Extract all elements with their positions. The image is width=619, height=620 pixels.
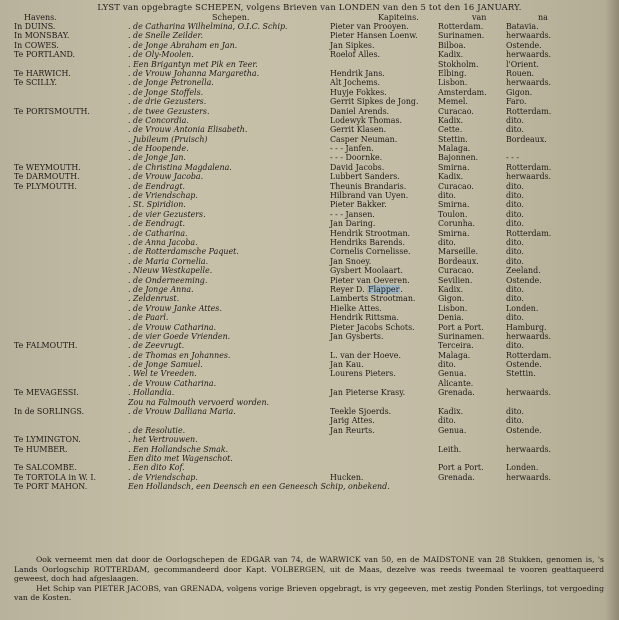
row-to: - - - [506,153,520,163]
row-ship: . de Snelle Zeilder. [128,31,203,41]
row-to: Ostende. [506,360,542,370]
table-row [0,219,619,228]
table-row [0,388,619,397]
row-to: herwaards. [506,444,552,454]
row-to: herwaards. [506,31,552,41]
header-from: van [472,13,487,22]
row-to: Ostende. [506,425,542,435]
row-ship: . de Resolutie. [128,425,186,435]
table-row [0,285,619,294]
footer-paragraph: Ook verneemt men dat door de Oorlogschepen de EDGAR van 74, de WARWICK van 50, en de MAIDSTONE van 28 Stukken, genomen is, 's Lands Oorlogschip ROTTERDAM, gecommandeerd door Kapt. VOLBERGEN, uit de Maas, dezelve was reeds tweemaal te vooren geattaqueerd geweest, doch had afgeslaagen. [14,555,604,584]
row-captain: Alt Jochems. [330,78,381,88]
row-captain: Hendriks Barends. [330,237,405,247]
row-from: Stettin. [438,134,468,144]
row-port: Te TORTOLA in W. I. [14,472,97,482]
row-ship: . Hollandia. [128,388,175,398]
row-to: herwaards. [506,172,552,182]
row-port: Te PORT MAHON. [14,482,88,492]
row-captain: Jan Daring. [330,219,376,229]
row-captain: - - - Jansen. [330,209,375,219]
row-ship: . de Anna Jacoba. [128,237,198,247]
row-ship: . de Thomas en Johannes. [128,350,231,360]
row-ship: . Een dito Kof. [128,463,185,473]
row-ship: . de Rotterdamsche Paquet. [128,247,239,257]
row-captain: - - - Janfen. [330,144,374,154]
row-ship: . de Paarl. [128,313,169,323]
table-row [0,435,619,444]
row-captain: Hielke Attes. [330,303,382,313]
row-ship: . de Eendragt. [128,219,186,229]
table-row [0,323,619,332]
row-from: Genua. [438,425,467,435]
table-row [0,172,619,181]
row-captain: Casper Neuman. [330,134,398,144]
row-from: Malaga. [438,144,471,154]
table-row [0,69,619,78]
row-from: Amsterdam. [438,87,487,97]
row-ship: . Een Hollandsche Smak. [128,444,229,454]
row-ship: . de Jonge Jan. [128,153,186,163]
row-captain: Hucken. [330,472,364,482]
row-to: dito. [506,209,524,219]
row-to: herwaards. [506,331,552,341]
row-ship: . Wel te Vreeden. [128,369,197,379]
table-row [0,116,619,125]
table-row [0,191,619,200]
table-row [0,163,619,172]
row-to: dito. [506,407,524,417]
row-from: Lisbon. [438,78,468,88]
row-captain: Hendrik Strootman. [330,228,411,238]
row-from: Smirna. [438,228,470,238]
header-port: Havens. [24,13,57,22]
table-row [0,153,619,162]
row-to: dito. [506,115,524,125]
row-to: dito. [506,191,524,201]
row-to: Ostende. [506,40,542,50]
row-to: Gigon. [506,87,533,97]
row-to: dito. [506,237,524,247]
table-row [0,60,619,69]
row-from: Curacao. [438,266,474,276]
row-ship: . de Eendragt. [128,181,186,191]
row-port: Te SCILLY. [14,78,58,88]
row-captain: L. van der Hoeve. [330,350,401,360]
table-row [0,351,619,360]
table-row [0,473,619,482]
table-row [0,313,619,322]
row-ship: . de Jonge Abraham en Jan. [128,40,238,50]
row-ship: . de Hoopende. [128,144,189,154]
row-ship: . de Vriendschap. [128,191,198,201]
table-row [0,482,619,491]
row-from: Marseille. [438,247,479,257]
page-edge-shadow [605,0,619,620]
row-ship: . de Vrouw Jacoba. [128,172,204,182]
row-to: herwaards. [506,78,552,88]
list-title: LYST van opgebragte SCHEPEN, volgens Brieven van LONDEN van den 5 tot den 16 JANUARY. [97,2,522,12]
row-ship: Een Hollandsch, een Deensch en een Geneesch Schip, onbekend. [128,482,390,492]
table-row [0,341,619,350]
header-ship: Schepen. [212,13,250,22]
row-port: Te PORTSMOUTH. [14,106,90,116]
row-to: Rouen. [506,68,535,78]
table-row [0,50,619,59]
row-from: dito. [438,237,456,247]
table-row [0,304,619,313]
row-port: Te SALCOMBE. [14,463,77,473]
row-captain: Hilbrand van Uyen. [330,191,409,201]
row-from: Surinamen. [438,31,485,41]
row-captain: Pieter Jacobs Schots. [330,322,415,332]
row-port: In DUINS. [14,22,56,31]
footer-paragraph: Het Schip van PIETER JACOBS, van GRENADA, volgens vorige Brieven opgebragt, is vry gegeeven, met zestig Ponden Sterlings, tot vergoeding van de Kosten. [14,583,604,603]
table-row [0,266,619,275]
row-port: Te PLYMOUTH. [14,181,77,191]
row-ship: . de Catharina Wilhelmina, O.I.C. Schip. [128,22,288,31]
row-from: Port a Port. [438,322,484,332]
row-from: Rotterdam. [438,22,484,31]
row-to: dito. [506,247,524,257]
table-row [0,238,619,247]
row-from: Grenada. [438,388,475,398]
row-port: Te WEYMOUTH. [14,162,81,172]
row-from: Curacao. [438,181,474,191]
row-ship: . de Vrouw Janke Attes. [128,303,222,313]
row-port: Te DARMOUTH. [14,172,80,182]
row-ship: . Jubileum (Pruisch) [128,134,208,144]
table-row [0,200,619,209]
row-to: herwaards. [506,472,552,482]
row-ship: . de Catharina. [128,228,188,238]
row-captain: Pieter van Oeveren. [330,275,410,285]
row-from: dito. [438,191,456,201]
header-to: na [538,13,548,22]
search-highlight: Flapper [368,284,400,294]
row-from: Port a Port. [438,463,484,473]
row-to: dito. [506,284,524,294]
row-ship: . de Vrouw Johanna Margaretha. [128,68,260,78]
row-port: In MONSBAY. [14,31,70,41]
table-row [0,416,619,425]
row-to: Ostende. [506,275,542,285]
row-captain: Jan Kau. [330,360,364,370]
row-from: Kadix. [438,172,464,182]
row-from: Alicante. [438,378,474,388]
table-row [0,144,619,153]
table-row [0,22,619,31]
table-row [0,332,619,341]
row-ship: . de Oly-Moolen. [128,50,194,60]
row-from: Kadix. [438,50,464,60]
row-from: Curacao. [438,106,474,116]
row-from: Gigon. [438,294,465,304]
row-from: Smirna. [438,200,470,210]
row-from: Terceira. [438,341,474,351]
table-row [0,182,619,191]
row-from: Stokholm. [438,59,479,69]
row-to: dito. [506,341,524,351]
table-row [0,360,619,369]
row-from: Lisbon. [438,303,468,313]
row-captain: - - - Doornke. [330,153,383,163]
table-row [0,445,619,454]
row-from: Kadix. [438,284,464,294]
row-captain: Lourens Pieters. [330,369,396,379]
row-ship: . de Jonge Stoffels. [128,87,204,97]
row-to: Bordeaux. [506,134,547,144]
row-from: dito. [438,416,456,426]
row-ship: . de Maria Cornelia. [128,256,209,266]
row-from: Kadix. [438,407,464,417]
row-from: Bilboa. [438,40,466,50]
ship-list [0,22,619,492]
row-to: herwaards. [506,388,552,398]
row-to: Faro. [506,97,527,107]
row-captain: Roelof Alles. [330,50,381,60]
row-ship: . de Vriendschap. [128,472,198,482]
row-to: Hamburg. [506,322,547,332]
row-captain: Gerrit Klasen. [330,125,387,135]
row-ship: . de vier Goede Vrienden. [128,331,231,341]
row-from: Smirna. [438,162,470,172]
row-ship: Zou na Falmouth vervoerd worden. [128,397,270,407]
row-from: Memel. [438,97,468,107]
row-to: Londen. [506,303,539,313]
footer-notes [14,555,604,603]
row-to: dito. [506,200,524,210]
row-captain: Jarig Attes. [330,416,375,426]
row-from: Surinamen. [438,331,485,341]
row-ship: . de Jonge Anna. [128,284,194,294]
table-row [0,78,619,87]
table-row [0,426,619,435]
row-from: Leith. [438,444,462,454]
table-row [0,276,619,285]
row-ship: Een dito met Wagenschot. [128,453,233,463]
row-to: Rotterdam. [506,162,552,172]
row-captain: Lodewyk Thomas. [330,115,403,125]
row-to: Rotterdam. [506,106,552,116]
row-ship: . de Vrouw Catharina. [128,322,217,332]
row-ship: . de Jonge Samuel. [128,360,203,370]
row-captain: Gysbert Moolaart. [330,266,403,276]
table-row [0,369,619,378]
table-row [0,463,619,472]
row-port: Te HUMBER. [14,444,68,454]
row-to: dito. [506,294,524,304]
table-row [0,31,619,40]
row-from: Elbing. [438,68,467,78]
table-row [0,125,619,134]
table-row [0,398,619,407]
row-ship: . de Christina Magdalena. [128,162,232,172]
row-from: Kadix. [438,115,464,125]
row-from: Toulon. [438,209,468,219]
row-ship: . de drie Gezusters. [128,97,207,107]
row-port: Te PORTLAND. [14,50,76,60]
table-row [0,379,619,388]
table-row [0,41,619,50]
row-ship: . de Concordia. [128,115,189,125]
row-to: Londen. [506,463,539,473]
row-ship: . de Vrouw Antonia Elisabeth. [128,125,248,135]
row-port: Te LYMINGTON. [14,435,81,445]
table-row [0,407,619,416]
row-from: Corunha. [438,219,476,229]
table-row [0,97,619,106]
table-row [0,454,619,463]
row-ship: . Zeldenrust. [128,294,180,304]
row-ship: . de Onderneeming. [128,275,208,285]
row-from: Genua. [438,369,467,379]
row-port: In COWES. [14,40,59,50]
row-captain: Lamberts Strootman. [330,294,416,304]
row-captain: Gerrit Sipkes de Jong. [330,97,419,107]
row-captain: Cornelis Cornelisse. [330,247,411,257]
row-captain: Hendrik Rittsma. [330,313,399,323]
header-captain: Kapiteins. [378,13,419,22]
table-row [0,107,619,116]
row-captain: Jan Gysberts. [330,331,384,341]
row-from: dito. [438,360,456,370]
row-to: Zeeland. [506,266,541,276]
table-row [0,135,619,144]
row-from: Malaga. [438,350,471,360]
row-to: dito. [506,416,524,426]
row-from: Bordeaux. [438,256,479,266]
row-captain: Hendrik Jans. [330,68,385,78]
row-captain: Jan Pieterse Krasy. [330,388,406,398]
table-row [0,88,619,97]
table-row [0,229,619,238]
row-ship: . de vier Gezusters. [128,209,206,219]
row-to: dito. [506,256,524,266]
row-from: Denia. [438,313,464,323]
row-captain: David Jacobs. [330,162,385,172]
table-row [0,257,619,266]
row-ship: . Een Brigantyn met Pik en Teer. [128,59,258,69]
table-row [0,247,619,256]
row-captain: Jan Sipkes. [330,40,375,50]
row-port: In de SORLINGS. [14,407,84,417]
row-ship: . Nieuw Westkapelle. [128,266,213,276]
row-ship: . de twee Gezusters. [128,106,210,116]
row-from: Grenada. [438,472,475,482]
row-ship: . de Vrouw Dalliana Maria. [128,407,236,417]
row-captain: Jan Snoey. [330,256,372,266]
row-to: Stettin. [506,369,536,379]
row-ship: . de Jonge Petronella. [128,78,214,88]
row-ship: . de Vrouw Catharina. [128,378,217,388]
row-to: Rotterdam. [506,228,552,238]
row-to: Rotterdam. [506,350,552,360]
row-to: l'Orient. [506,59,539,69]
row-to: herwaards. [506,50,552,60]
row-captain: Pieter van Prooyen. [330,22,409,31]
row-captain: Reyer D. Flapper. [330,284,403,294]
row-to: Batavia. [506,22,539,31]
row-port: Te HARWICH. [14,68,71,78]
row-port: Te FALMOUTH. [14,341,78,351]
row-captain: Pieter Hansen Loenw. [330,31,418,41]
row-port: Te MEVAGESSI. [14,388,79,398]
table-row [0,210,619,219]
table-row [0,294,619,303]
row-ship: . St. Spiridion. [128,200,186,210]
row-captain: Theunis Brandaris. [330,181,407,191]
row-from: Bajonnen. [438,153,479,163]
row-captain: Jan Reurts. [330,425,375,435]
row-captain: Daniel Arends. [330,106,390,116]
row-captain: Pieter Bakker. [330,200,387,210]
row-captain: Lubbert Sanders. [330,172,400,182]
row-from: Sevilien. [438,275,473,285]
row-ship: . de Zeevrugt. [128,341,185,351]
row-captain: Teekle Sjoerds. [330,407,392,417]
row-captain: Huyje Fokkes. [330,87,387,97]
row-ship: . het Vertrouwen. [128,435,198,445]
row-to: dito. [506,181,524,191]
row-to: dito. [506,313,524,323]
row-to: dito. [506,125,524,135]
row-to: dito. [506,219,524,229]
row-from: Cette. [438,125,463,135]
